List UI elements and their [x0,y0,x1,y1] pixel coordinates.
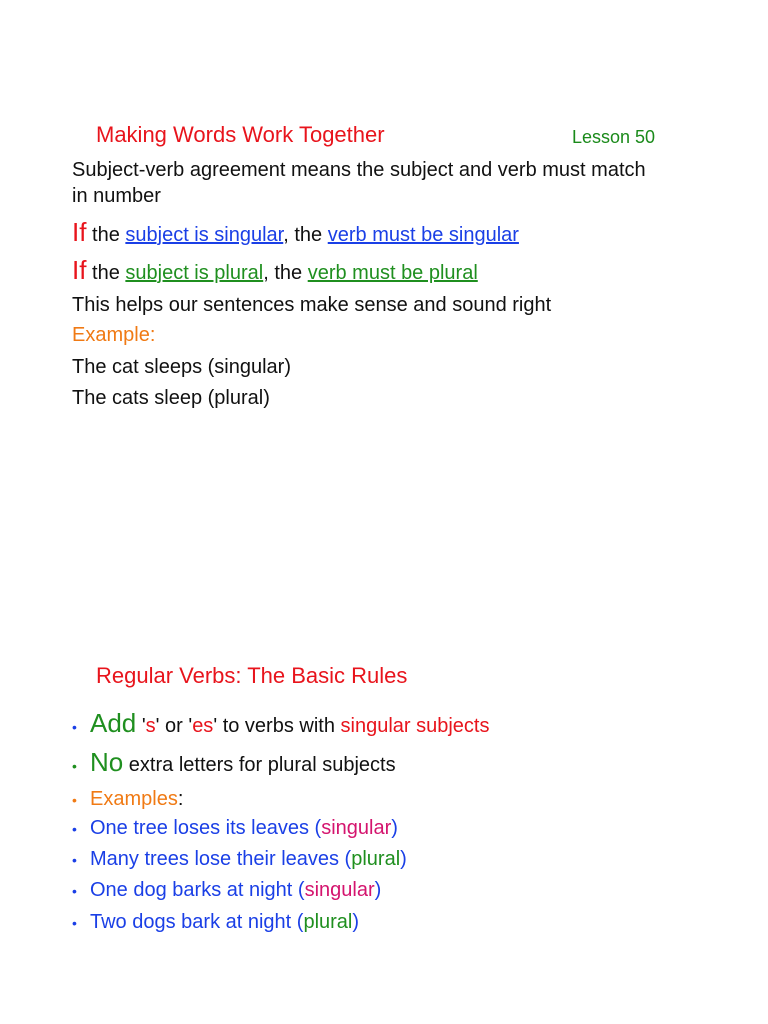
lesson-title: Making Words Work Together [96,122,385,147]
intro-line-1: Subject-verb agreement means the subject and verb must match [72,159,646,181]
examples-label: Examples [90,788,178,810]
bullet-icon: • [72,851,77,868]
example-label: Example: [72,324,156,346]
bullet-add: • Add 's' or 'es' to verbs with singular subjects [72,708,490,738]
rule-plural: If the subject is plural, the verb must be plural [72,255,478,285]
rule-verb-plural: verb must be plural [307,262,478,284]
example-singular: The cat sleeps (singular) [72,356,291,378]
list-item: • Many trees lose their leaves (plural) [72,846,407,873]
tag-singular: singular [304,879,375,901]
bullet-icon: • [72,791,77,808]
singular-subjects: singular subjects [340,715,490,737]
bullet-icon: • [72,914,77,931]
rule-if-keyword: If [72,255,87,285]
bullet-icon: • [72,882,77,899]
list-item: • One tree loses its leaves (singular) [72,815,398,842]
no-keyword: No [90,747,124,777]
rule-verb-singular: verb must be singular [327,224,519,246]
intro-line-2: in number [72,185,161,207]
rule-if-keyword: If [72,217,87,247]
example-plural: The cats sleep (plural) [72,387,270,409]
add-keyword: Add [90,708,137,738]
suffix-s: s [145,715,156,737]
section-title: Regular Verbs: The Basic Rules [96,663,408,688]
suffix-es: es [192,715,214,737]
bullet-no: • No extra letters for plural subjects [72,747,396,777]
tag-plural: plural [351,848,401,870]
bullet-icon: • [72,757,77,774]
tag-plural: plural [303,911,353,933]
bullet-examples: • Examples: [72,786,183,813]
tag-singular: singular [321,817,392,839]
helps-line: This helps our sentences make sense and sound right [72,294,552,316]
list-item: • One dog barks at night (singular) [72,877,381,904]
bullet-icon: • [72,718,77,735]
rule-singular: If the subject is singular, the verb must be singular [72,217,519,247]
rule-subject-plural: subject is plural [125,262,264,284]
bullet-icon: • [72,820,77,837]
list-item: • Two dogs bark at night (plural) [72,909,359,936]
rule-subject-singular: subject is singular [125,224,284,246]
lesson-number: Lesson 50 [572,127,656,147]
